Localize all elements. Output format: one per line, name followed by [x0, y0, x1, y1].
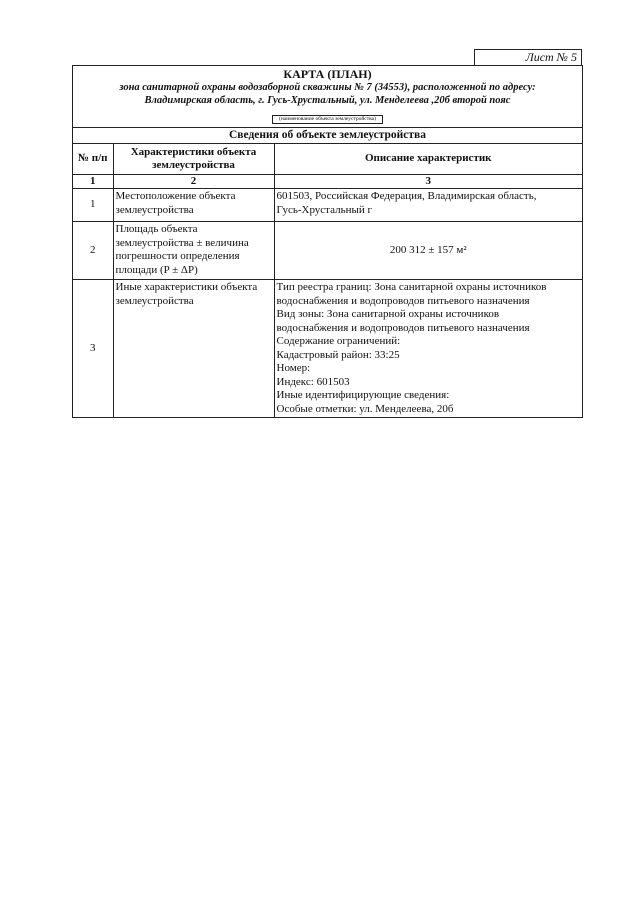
sheet-number-label: Лист № 5 [474, 49, 582, 65]
description-line: Кадастровый район: 33:25 [276, 348, 400, 361]
description-line: Иные идентифицирующие сведения: [276, 389, 450, 401]
row-number: 1 [73, 189, 113, 222]
table-row [73, 189, 582, 222]
description-line: Индекс: 601503 [276, 375, 350, 388]
description-line: Особые отметки: ул. Менделеева, 20б [276, 402, 454, 415]
row-description [274, 280, 582, 418]
column-number: 1 [73, 175, 113, 189]
document-title: КАРТА (ПЛАН) [283, 67, 372, 81]
description-line: Номер: [276, 362, 311, 374]
document-subtitle-line-1: зона санитарной охраны водозаборной скважины № 7 (34553), расположенной по адресу: [119, 82, 536, 93]
object-info-table [73, 144, 582, 417]
document-header [73, 66, 582, 128]
row-number: 2 [73, 222, 113, 280]
row-description [274, 189, 582, 222]
table-row [73, 222, 582, 280]
description-line: Гусь-Хрустальный г [276, 203, 373, 216]
row-characteristic: Иные характеристики объекта землеустройства [113, 280, 274, 418]
header-description: Описание характеристик [274, 144, 582, 175]
section-title: Сведения об объекте землеустройства [73, 128, 582, 144]
column-number: 2 [113, 175, 274, 189]
description-line: 601503, Российская Федерация, Владимирская область, [276, 190, 537, 202]
description-line: Вид зоны: Зона санитарной охраны источников [276, 308, 500, 320]
table-header-row [73, 144, 582, 175]
row-number: 3 [73, 280, 113, 418]
header-characteristic: Характеристики объекта землеустройства [113, 144, 274, 175]
description-line: Тип реестра границ: Зона санитарной охраны источников [276, 281, 547, 293]
object-name-caption: (наименование объекта землеустройства) [272, 115, 383, 124]
description-line: водоснабжения и водопроводов питьевого назначения [276, 294, 530, 307]
header-num: № п/п [73, 144, 113, 175]
column-number: 3 [274, 175, 582, 189]
document-frame [72, 65, 583, 418]
row-characteristic: Местоположение объекта землеустройства [113, 189, 274, 222]
table-row [73, 280, 582, 418]
description-line: водоснабжения и водопроводов питьевого назначения [276, 321, 530, 334]
row-characteristic: Площадь объекта землеустройства ± величина погрешности определения площади (P ± ΔP) [113, 222, 274, 280]
row-description: 200 312 ± 157 м² [274, 222, 582, 280]
column-number-row [73, 175, 582, 189]
document-subtitle-line-2: Владимирская область, г. Гусь-Хрустальный, ул. Менделеева ,20б второй пояс [144, 95, 511, 106]
description-line: Содержание ограничений: [276, 335, 401, 347]
